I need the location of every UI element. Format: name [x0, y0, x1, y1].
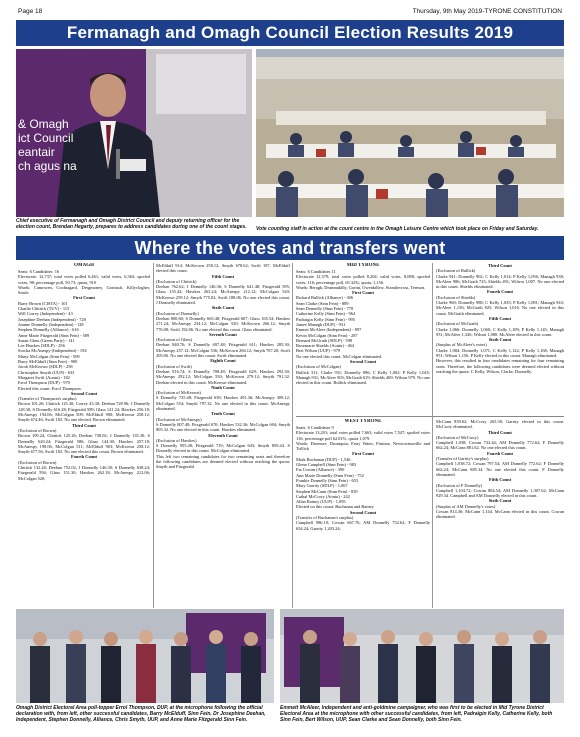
result-line: McCann 839.62; McCrory 265.38; Garrity elected in this count. McCrory eliminated. — [436, 419, 564, 430]
result-line: (Transfer of Garrity's surplus) — [436, 456, 489, 462]
count-heading: Third Count — [488, 263, 512, 268]
page-folio — [18, 6, 562, 16]
result-line: Chittick 132.26; Deehan 752.02; J Donnelly 146.30; S Donnelly 638.24; Fitzgerald 594; Glass 151.30; Hawkes 262.18; McAnespy 212.06; McColgan 520; — [18, 464, 150, 481]
count-heading: Tenth Count — [211, 411, 235, 417]
result-line: Frankie Donnelly (Sinn Fein) - 653 — [296, 477, 359, 483]
west-tyrone-column-1 — [296, 419, 430, 605]
section-divider — [296, 416, 564, 417]
count-heading: First Count — [352, 451, 374, 457]
result-line: Sean Clarke (Sinn Fein) - 889 — [296, 300, 349, 306]
west-tyrone-column-2 — [436, 419, 564, 605]
result-line: Cathal McCrory (Aontu) - 242 — [296, 493, 350, 499]
result-line: (Exclusion of F Donnelly) — [436, 482, 483, 488]
result-line: (Transfer of Thompson's surplus) — [18, 396, 77, 402]
result-line: Campbell 986.10; Cowan 667.76; AM Donnelly 752.62; F Donnelly 654.24; Garrity 1,203.24; — [296, 520, 430, 531]
count-heading: Fifth Count — [488, 315, 512, 321]
result-line: Clarke 960; Donnelly 988; C Kelly 1,035; P Kelly 1,081; Managh 943; McAleer 1,156; McGrath 825; Wilson 1,016. No one elected in this count. McGrath eliminated. — [436, 300, 564, 316]
caption-count-centre: Vote counting staff in action at the count centre in the Omagh Leisure Centre which took place on Friday and Saturday. — [256, 226, 539, 232]
mid-tyrone-column-1 — [296, 263, 430, 413]
result-line: Barry McElduff (Sinn Fein) - 900 — [18, 359, 78, 365]
count-heading: Third Count — [72, 422, 96, 428]
result-line: Mark Buchanan (DUP) - 1,546 — [296, 456, 351, 462]
result-line: Anne Marie Fitzgerald (Sinn Fein) - 589 — [18, 332, 90, 338]
count-heading: Fifth Count — [211, 273, 235, 279]
count-heading: Second Count — [349, 359, 377, 365]
count-heading: Ninth Count — [211, 384, 235, 390]
result-line: Wards: Camowen, Coolnagard, Dergmoney, Gortrush, Killyclogher, Strule. — [18, 284, 150, 296]
result-line: Brown 109.24; Chittick 125.26; Deehan 738.02; J Donnelly 135.30; S Donnelly 620.24; Fitzgerald 586; Glass 144.30; Hawkes 257.18; McAnespy 198.06; McColgan 511; McElduff 903; McKeown 258.12; Smyth 677.56; Swift 182. No one elected this count. Brown eliminated. — [18, 433, 150, 455]
photo-omagh-winners — [16, 609, 274, 703]
caption-mid-tyrone-winners: Emmett McAleer, Independent and anti-goldmine campaigner, who was first to be elected in Mid Tyrone District Electoral Area at the microphone with other successful candidates, from left, Padraigin Kelly, Catherine Kelly, both Sinn Fein, Bert Wilson, UUP, Sean Clarke and Sean Donnelly, both Sinn Fein. — [280, 705, 553, 723]
mid-tyrone-column-2 — [436, 263, 564, 413]
result-line: (Transfer of Buchanan's surplus) — [296, 515, 354, 521]
photo-count-centre — [256, 49, 564, 217]
result-line: Electorate 13,201; total votes polled 7,663; valid votes 7,547; spoiled votes 116; percentage poll 62.81%, quota 1,079. — [296, 430, 430, 441]
result-line: Deehan 840.76; S Donnelly 697.48; Fitzgerald 611; Hawkes 285.30; McAnespy 257.12; McColgan 536; McKeown 266.12; Smyth 787.20; Swift 205.06. No one elected this count. Swift eliminated. — [156, 342, 290, 359]
result-line: Jacob McKeown (SDLP) - 258 — [18, 364, 73, 370]
result-line: Elected this count: Errol Thompson. — [18, 385, 82, 391]
result-line: Cowan 814.36; McCann 1,144. McCann elected in this count. Cowan eliminated. — [436, 509, 564, 520]
column-rule — [432, 263, 433, 608]
result-line: Margaret Swift (Aontu) - 182 — [18, 374, 70, 380]
section-title-banner: Where the votes and transfers went — [16, 236, 564, 260]
issue-date: Thursday, 9th May 2019-TYRONE CONSTITUTION — [412, 7, 562, 15]
result-line: (Exclusion of Brown) — [18, 427, 57, 433]
result-line: S Donnelly 955.48; Fitzgerald 719; McColgan 643; Smyth 859.44. S Donnelly elected in this count. McColgan eliminated. — [156, 443, 290, 454]
result-line: Kevin McColgan (Sinn Fein) - 287 — [296, 332, 358, 338]
count-heading: Third Count — [488, 429, 512, 435]
sign-line: & Omagh — [18, 117, 69, 131]
result-line: No one elected this count. McColgan eliminated. — [296, 353, 383, 359]
omagh-column-1 — [18, 263, 150, 605]
result-line: Electorate: 12,737; total votes polled 6,461; valid votes, 6,363; spoiled votes, 98; percentage poll, 50.73; quota, 910 — [18, 274, 150, 285]
result-line: S Donnelly 807.48; Fitzgerald 670; Hawkes 532.36; McColgan 604; Smyth 803.32. No one elected in this count. Hawkes eliminated. — [156, 421, 290, 433]
result-line: (Exclusion of Glass) — [156, 337, 193, 343]
result-line: (Exclusion of Shields) — [436, 294, 476, 300]
result-line: Wards: Dromore, Drumquin, Fairy Water, Fintona, Newtownsaville and Trillick — [296, 440, 430, 452]
result-line: (Exclusion of Bullick) — [436, 268, 476, 274]
district-heading: MID TYRONE — [346, 263, 380, 268]
result-line: Clarke 1,066; Donnelly 1,060; C Kelly 1,109; P Kelly 1,145; Managh 951; McAleer 1,326; Wilson 1,080. McAleer elected in this count. — [436, 326, 564, 337]
mid-tyrone-list-continued — [436, 263, 564, 374]
result-line: Campbell 1,104.72; Cowan 804.54; AM Donnelly 1,307.62; McCann 929.34. Campbell and AM Donnelly elected in this count. — [436, 487, 564, 499]
result-line: Allan Rainey (UUP) - 1,095 — [296, 499, 346, 505]
result-line: Barry Brown (CISTA) - 101 — [18, 300, 68, 306]
result-line: Stephen Donnelly (Alliance) - 616 — [18, 327, 79, 333]
result-line: Campbell 1,038.72; Cowan 797.54; AM Donnelly 772.62; F Donnelly 662.24; McCann 885.34. No one elected this count. F Donnelly eliminated. — [436, 461, 564, 477]
count-heading: Fifth Count — [488, 477, 512, 483]
result-line: Deehan 916.74; S Donnelly 708.48; Fitzgerald 629; Hawkes 292.30; McAnespy 292.12; McColgan 550; McKeown 279.12; Smyth 791.32. Deehan elected in this count. McKeown eliminated. — [156, 368, 290, 385]
result-line: Elected on this count: Buchanan and Rainey — [296, 504, 374, 510]
column-rule — [153, 263, 154, 608]
result-line: Wards: Beragh, Drumnakilly, Gortin, Owenkillew, Sixmilecross, Termon. — [296, 284, 426, 290]
result-line: (Exclusion of McColgan) — [296, 364, 341, 370]
result-line: Emmet McAleer (Independent) - 897 — [296, 327, 362, 333]
result-line: (Exclusion of McGrath) — [436, 321, 479, 327]
result-line: This left two remaining candidates for two remaining seats and therefore the following candidates are deemed elected without reaching the quota: Smyth and Fitzgerald. — [156, 453, 290, 470]
result-line: Electorate 12,579; total votes polled 8,204; valid votes, 8,088; spoiled votes, 116; percentage poll, 65.32%; quota, 1,156. — [296, 274, 430, 285]
caption-omagh-winners: Omagh District Electoral Area poll-topper Errol Thompson, DUP, at the microphone following the official declaration with, from left, other successful candidates, Barry McElduff, Sinn Fein, Dr Josephine Deehan, Independent, Stephen Donnelly, Alliance, Chris Smyth, UUP, and Anne Marie Fitzgerald Sinn Fein. — [16, 705, 266, 723]
result-line: (Surplus of McAleer's votes) — [436, 342, 487, 348]
result-line: Sorcha McAnespy (Independent) - 194 — [18, 348, 87, 354]
results-columns — [16, 263, 564, 605]
result-line: (Exclusion of Chittick) — [156, 278, 197, 284]
column-rule — [292, 263, 293, 608]
mid-tyrone-list — [296, 263, 430, 386]
result-line: Sean Donnelly (Sinn Fein) - 778 — [296, 306, 354, 312]
result-line: (Exclusion of McCrory) — [436, 434, 479, 440]
result-line: However, this resulted in four candidates remaining for four remaining seats. Therefore, the following candidates were deemed elected without reaching the quota: C Kelly, Wilson, Clarke, Donnelly. — [436, 358, 564, 374]
result-line: James Managh (DUP) - 931 — [296, 321, 346, 327]
result-line: Mary Garrity (SDLP) - 1,067 — [296, 483, 348, 489]
photo-chief-executive — [16, 49, 252, 217]
result-line: Seats: 6 Candidates 11 — [296, 269, 336, 274]
result-line: Seats: 6 Candidates 9 — [296, 425, 334, 430]
result-line: Catherine Kelly (Sinn Fein) - 964 — [296, 311, 356, 317]
sign-line: ict Council — [18, 131, 74, 145]
west-tyrone-list — [296, 419, 430, 531]
omagh-list — [18, 263, 150, 481]
result-line: (Exclusion of Brown) — [18, 459, 57, 465]
sign-line: ch agus na — [18, 159, 77, 173]
backdrop-sign — [18, 117, 77, 173]
result-line: (Exclusion of McKeown) — [156, 390, 201, 396]
result-line: Rosemarie Shields (Aontu) - 464 — [296, 343, 355, 349]
count-heading: Fourth Count — [487, 450, 513, 456]
count-heading: First Count — [73, 295, 95, 301]
caption-chief-executive: Chief executive of Fermanagh and Omagh District Council and deputy returning officer for the election count, Brendan Hegarty, prepares to address candidates during one of the count stages. — [16, 218, 247, 230]
omagh-list-continued — [156, 263, 290, 470]
count-heading: Sixth Count — [488, 498, 512, 504]
result-line: Joanne Donnelly (Independent) - 128 — [18, 321, 84, 327]
result-line: (Exclusion of McAnespy) — [156, 416, 202, 422]
result-line: Glenn Campbell (Sinn Fein) - 983 — [296, 462, 357, 468]
result-line: Fia Cowan (Alliance) - 390 — [296, 467, 345, 473]
sign-line: eantair — [18, 145, 55, 159]
result-line: Clarke 1,084; Donnelly 1,071; C Kelly 1,122; P Kelly 1,168; Managh 951; Wilson 1,156. P Kelly elected in this count. Managh eliminated. — [436, 347, 564, 359]
count-heading: Sixth Count — [488, 337, 512, 343]
result-line: McElduff 914; McKeown 258.12; Smyth 678.62; Swift 187. McElduff elected this count. — [156, 263, 290, 274]
result-line: Deehan 762.62; J Donnelly 146.36; S Donnelly 641.48; Fitzgerald 595; Glass 155.42; Hawkes 263.24; McAnespy 212.12; McColgan 520; McKeown 259.12; Smyth 775.02; Swift 188.06. No one elected this count. J Donnelly eliminated. — [156, 284, 290, 306]
result-line: Deehan 800.60; S Donnelly 665.48; Fitzgerald 607; Glass 165.54; Hawkes 271.24; McAnespy 234.12; McColgan 530; McKeown 266.12; Smyth 776.08; Swift 192.06. No one elected this count. Glass eliminated. — [156, 315, 290, 332]
result-line: Marty McColgan (Sinn Fein) - 509 — [18, 353, 80, 359]
result-line: Seats: 6 Candidates: 16 — [18, 269, 60, 274]
west-tyrone-list-continued — [436, 419, 564, 520]
result-line: Richard Bullick (Alliance) - 306 — [296, 295, 354, 301]
count-heading: Fourth Count — [487, 289, 513, 295]
result-line: Padraigin Kelly (Sinn Fein) - 995 — [296, 316, 355, 322]
result-line: Susan Glass (Green Party) - 141 — [18, 337, 75, 343]
count-heading: Eighth Count — [210, 358, 236, 364]
result-line: Bullick 311; Clarke 931; Donnelly 896; C Kelly 1,002; P Kelly 1,045; Managh 931; McAleer 903; McGrath 619; Shields 469; Wilson 979. No one elected in this count. Bullick eliminated. — [296, 369, 430, 386]
result-line: (Surplus of AM Donnelly's votes) — [436, 503, 496, 509]
district-heading: OMAGH — [74, 263, 94, 268]
result-line: Errol Thompson (DUP) - 970 — [18, 380, 70, 386]
count-heading: Sixth Count — [211, 305, 235, 311]
count-heading: Eleventh Count — [208, 432, 238, 438]
result-line: Will Correy (Independent) - 43 — [18, 311, 73, 317]
photo-mid-tyrone-winners-image — [280, 609, 564, 703]
result-line: Stephen McCann (Sinn Fein) - 839 — [296, 488, 358, 494]
count-heading: Second Count — [70, 390, 98, 396]
result-line: S Donnelly 735.48; Fitzgerald 639; Hawkes 491.36; McAnespy 309.12; McColgan 554; Smyth 797.32. No one elected in this count. McAnespy eliminated. — [156, 395, 290, 412]
result-line: Charlie Chittick (TUV) - 115 — [18, 306, 70, 312]
result-line: Josephine Deehan (Independent) - 728 — [18, 316, 86, 322]
count-heading: Second Count — [349, 509, 377, 515]
result-line: Ann Marie Donnelly (Sinn Fein) - 752 — [296, 472, 364, 478]
district-heading: WEST TYRONE — [344, 419, 382, 424]
page-title-banner: Fermanagh and Omagh Council Election Results 2019 — [16, 20, 564, 46]
result-line: Bert Wilson (UUP) - 979 — [296, 348, 341, 354]
result-line: Clarke 941; Donnelly 902; C Kelly 1,014; P Kelly 1,056; Managh 938; McAleer 986; McGrath 725; Shields 491; Wilson 1,007. No one elected in this count. Shields eliminated. — [436, 273, 564, 290]
result-line: Brown 101.26; Chittick 125.30; Correy 43.30; Deehan 728.96; J Donnelly 128.30; S Donnelly 616.28; Fitzgerald 589; Glass 141.24; Hawkes 256.18; McAnespy 194.06; McColgan 509; McElduff 900; McKeown 258.12; Smyth 674.46; Swift 182. No one elected. Brown eliminated. — [18, 401, 150, 423]
count-heading: Seventh Count — [209, 331, 237, 337]
result-line: Campbell 1,038; Cowan 732.44; AM Donnelly 772.62; F Donnelly 662.24; McCann 881.62. No one elected this count. — [436, 440, 564, 451]
photo-mid-tyrone-winners — [280, 609, 564, 703]
result-line: Christopher Smyth (UUP) - 633 — [18, 369, 75, 375]
omagh-column-2 — [156, 263, 290, 605]
count-heading: First Count — [352, 290, 374, 296]
result-line: (Exclusion of Swift) — [156, 363, 192, 369]
photo-omagh-winners-image — [16, 609, 274, 703]
result-line: (Exclusion of Donnelly) — [156, 310, 199, 316]
page-number: Page 18 — [18, 7, 43, 15]
result-line: Bernard McGrath (SDLP) - 598 — [296, 337, 353, 343]
result-line: (Exclusion of Hawkes) — [156, 437, 197, 443]
count-heading: Fourth Count — [71, 454, 97, 460]
result-line: Lee Hawkes (SDLP) - 256 — [18, 343, 65, 349]
photo-count-centre-image — [256, 49, 564, 217]
